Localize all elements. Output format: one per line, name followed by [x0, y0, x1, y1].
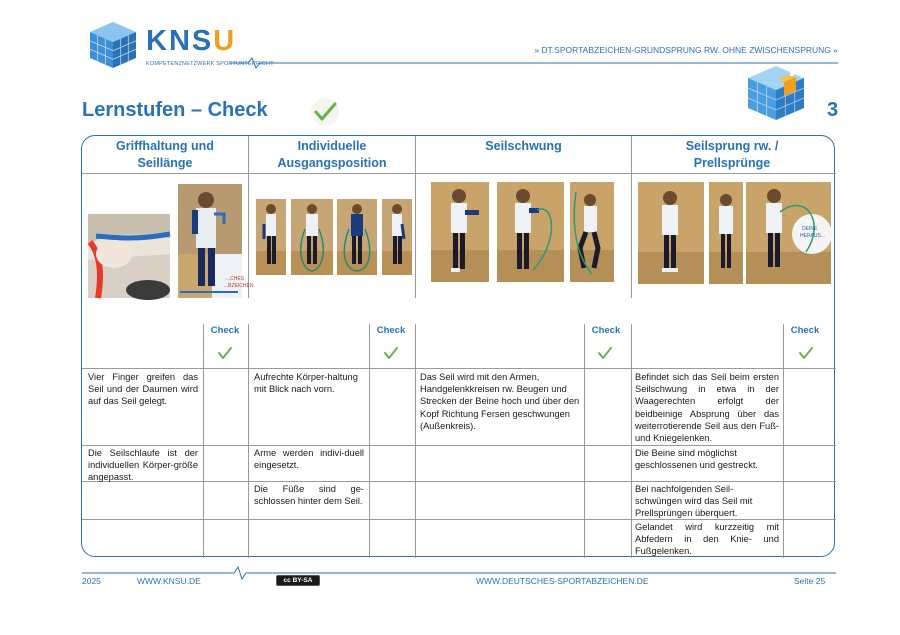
column-heading-ausgangsposition	[249, 138, 415, 172]
footer-page-number: Seite 25	[794, 576, 826, 586]
criterion-text: Gelandet wird kurzzeitig mit Abfedern in den Knie- und Fußgelenken.	[635, 522, 779, 557]
logo-wordmark: KNSU	[146, 25, 237, 57]
photo-start-side-2	[382, 199, 412, 275]
photo-swing-1	[431, 182, 489, 282]
logo-subtitle: KOMPETENZNETZWERK SPORTUNTERRICHT	[146, 61, 274, 67]
footer-link-knsu[interactable]: WWW.KNSU.DE	[137, 576, 201, 586]
photo-jump-1	[638, 182, 704, 284]
knsu-logo-text	[146, 27, 236, 56]
footer-year: 2025	[82, 576, 101, 586]
criterion-text: Arme werden indivi-duell eingesetzt.	[254, 448, 364, 471]
footer-link-sportabzeichen[interactable]: WWW.DEUTSCHES-SPORTABZEICHEN.DE	[476, 576, 649, 586]
criterion-text: Die Seilschlaufe ist der individuellen Körper-größe angepasst.	[88, 448, 198, 483]
banner-text: ...BZEICHEN	[224, 283, 254, 289]
divider	[203, 324, 204, 558]
page-title: Lernstufen – Check	[82, 99, 268, 121]
cc-license-badge: cc BY-SA	[276, 575, 320, 586]
check-table	[81, 135, 835, 557]
check-label: Check	[376, 325, 406, 336]
logo-wordmark-accent: U	[213, 25, 237, 57]
photo-start-front	[291, 199, 333, 275]
heading-line: Individuelle	[297, 139, 367, 153]
divider	[631, 136, 632, 298]
divider	[415, 324, 416, 558]
chapter-cube-icon	[746, 64, 806, 122]
divider	[248, 136, 249, 298]
checkmark-icon	[798, 346, 814, 360]
photo-grip-closeup	[88, 214, 170, 298]
divider	[82, 368, 836, 369]
photo-jump-2	[709, 182, 743, 284]
photo-start-side	[256, 199, 286, 275]
photo-rope-length	[178, 184, 254, 298]
sign-text: DEINE	[802, 226, 818, 232]
header-tagline: » DT.SPORTABZEICHEN-GRUNDSPRUNG RW. OHNE ZWISCHENSPRUNG «	[534, 45, 838, 55]
heading-line: Griffhaltung und	[116, 139, 214, 153]
heading-line: Seillänge	[137, 156, 193, 170]
divider	[82, 445, 836, 446]
divider	[631, 324, 632, 558]
heading-line: Prellsprünge	[693, 156, 771, 170]
heading-line: Seilschwung	[485, 139, 562, 153]
title-checkmark-icon	[308, 97, 342, 127]
divider	[415, 136, 416, 298]
check-label: Check	[790, 325, 820, 336]
checkmark-icon	[383, 346, 399, 360]
divider	[248, 324, 249, 558]
divider	[369, 324, 370, 558]
banner-text: ...CHES	[226, 276, 245, 282]
criterion-text: Die Füße sind ge-schlossen hinter dem Seil.	[254, 484, 364, 507]
column-heading-griffhaltung	[82, 138, 248, 172]
checkmark-icon	[597, 346, 613, 360]
divider	[584, 324, 585, 558]
divider	[82, 173, 836, 174]
photo-swing-2	[497, 182, 564, 282]
photo-swing-3	[570, 182, 614, 282]
photo-start-arms	[337, 199, 377, 275]
criterion-text: Das Seil wird mit den Armen, Handgelenkkreisen rw. Beugen und Strecken der Beine hoch und über den Kopf Richtung Fersen geschwungen (Außenkreis).	[420, 372, 580, 431]
checkmark-icon	[217, 346, 233, 360]
chapter-number: 3	[827, 99, 839, 121]
check-label: Check	[591, 325, 621, 336]
criterion-text: Aufrechte Körper-haltung mit Blick nach vorn.	[254, 372, 358, 395]
knsu-logo-cube-icon	[88, 20, 138, 70]
criterion-text: Vier Finger greifen das Seil und der Daumen wird auf das Seil gelegt.	[88, 372, 198, 407]
photo-jump-3	[746, 182, 831, 284]
divider	[783, 324, 784, 558]
column-heading-seilschwung	[416, 138, 631, 155]
sign-text: HERAUS...	[800, 233, 826, 239]
criterion-text: Die Beine sind möglichst geschlossenen und gestreckt.	[635, 448, 759, 471]
criterion-text: Befindet sich das Seil beim ersten Seilschwung in etwa in der Waagerechten erfolgt der beidbeinige Absprung über das weiterrotierende Seil aus den Fuß- und Kniegelenken.	[635, 372, 779, 444]
heading-line: Seilsprung rw. /	[685, 139, 779, 153]
criterion-text: Bei nachfolgenden Seil-schwüngen wird das Seil mit Prellsprüngen überquert.	[635, 484, 753, 519]
heading-line: Ausgangsposition	[277, 156, 387, 170]
check-label: Check	[210, 325, 240, 336]
column-heading-seilsprung	[632, 138, 832, 172]
